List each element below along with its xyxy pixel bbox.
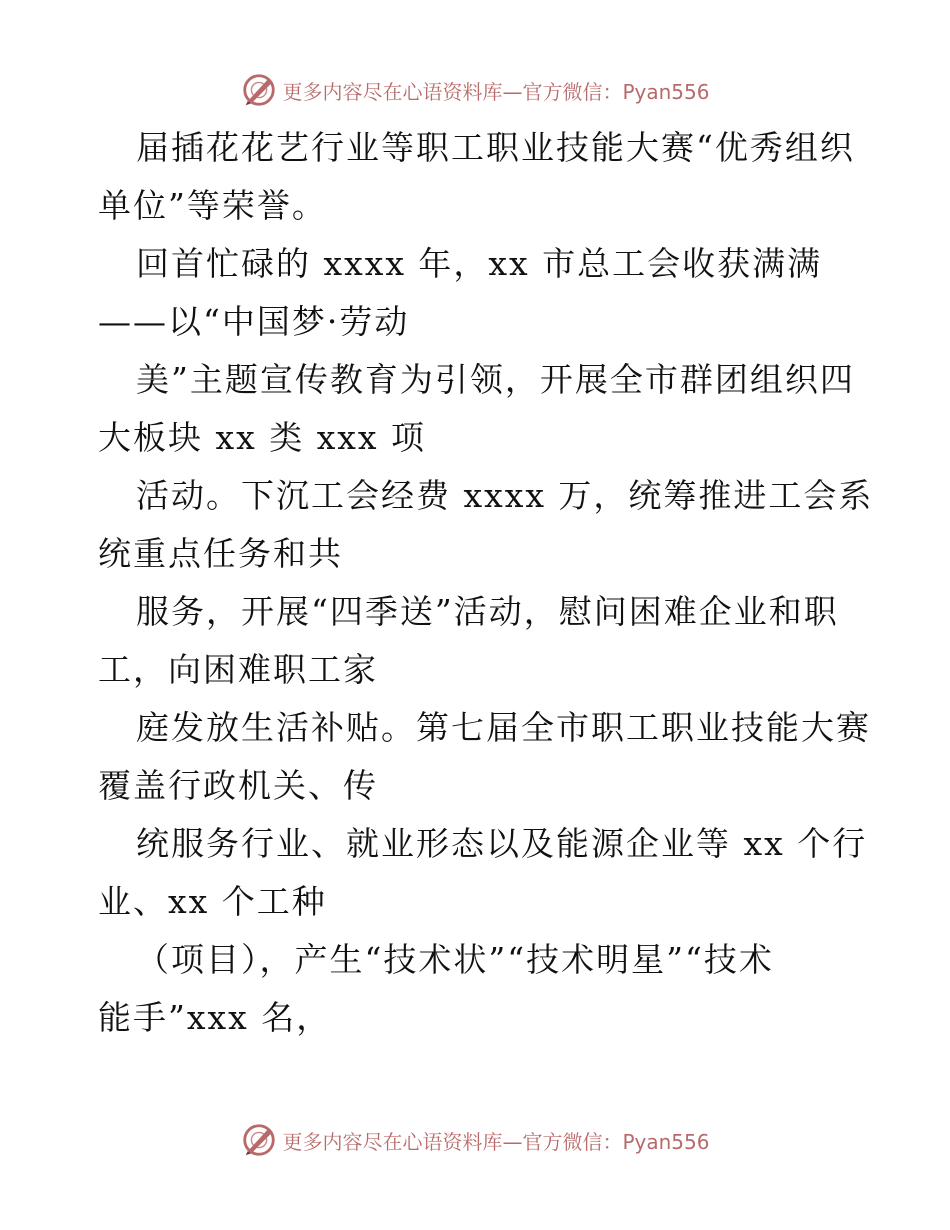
text-line: ——以“中国梦·劳动 [98, 302, 410, 341]
text-line: 届插花花艺行业等职工职业技能大赛“优秀组织 [136, 128, 855, 167]
text-line: 回首忙碌的 xxxx 年，xx 市总工会收获满满 [136, 244, 823, 283]
text-line: 服务，开展“四季送”活动，慰问困难企业和职 [136, 592, 839, 631]
text-line: 美”主题宣传教育为引领，开展全市群团组织四 [136, 360, 855, 399]
watermark-text: 更多内容尽在心语资料库—官方微信：Pyan556 [282, 1129, 710, 1154]
header-watermark [0, 70, 950, 110]
text-line: 活动。下沉工会经费 xxxx 万，统筹推进工会系 [136, 476, 874, 515]
text-line: 业、xx 个工种 [98, 882, 327, 921]
text-line: 工，向困难职工家 [98, 650, 378, 689]
document-body [98, 119, 874, 1047]
text-line: 庭发放生活补贴。第七届全市职工职业技能大赛 [136, 708, 871, 747]
text-line: 单位”等荣誉。 [98, 186, 327, 225]
text-line: 统重点任务和共 [98, 534, 343, 573]
pen-logo-icon [240, 71, 278, 109]
text-line: 大板块 xx 类 xxx 项 [98, 418, 427, 457]
text-line: 统服务行业、就业形态以及能源企业等 xx 个行 [136, 824, 868, 863]
footer-watermark [0, 1120, 950, 1160]
watermark-text: 更多内容尽在心语资料库—官方微信：Pyan556 [282, 79, 710, 104]
text-line: 覆盖行政机关、传 [98, 766, 378, 805]
pen-logo-icon [240, 1121, 278, 1159]
text-line: （项目），产生“技术状”“技术明星”“技术 [136, 940, 774, 979]
text-line: 能手”xxx 名， [98, 998, 332, 1037]
